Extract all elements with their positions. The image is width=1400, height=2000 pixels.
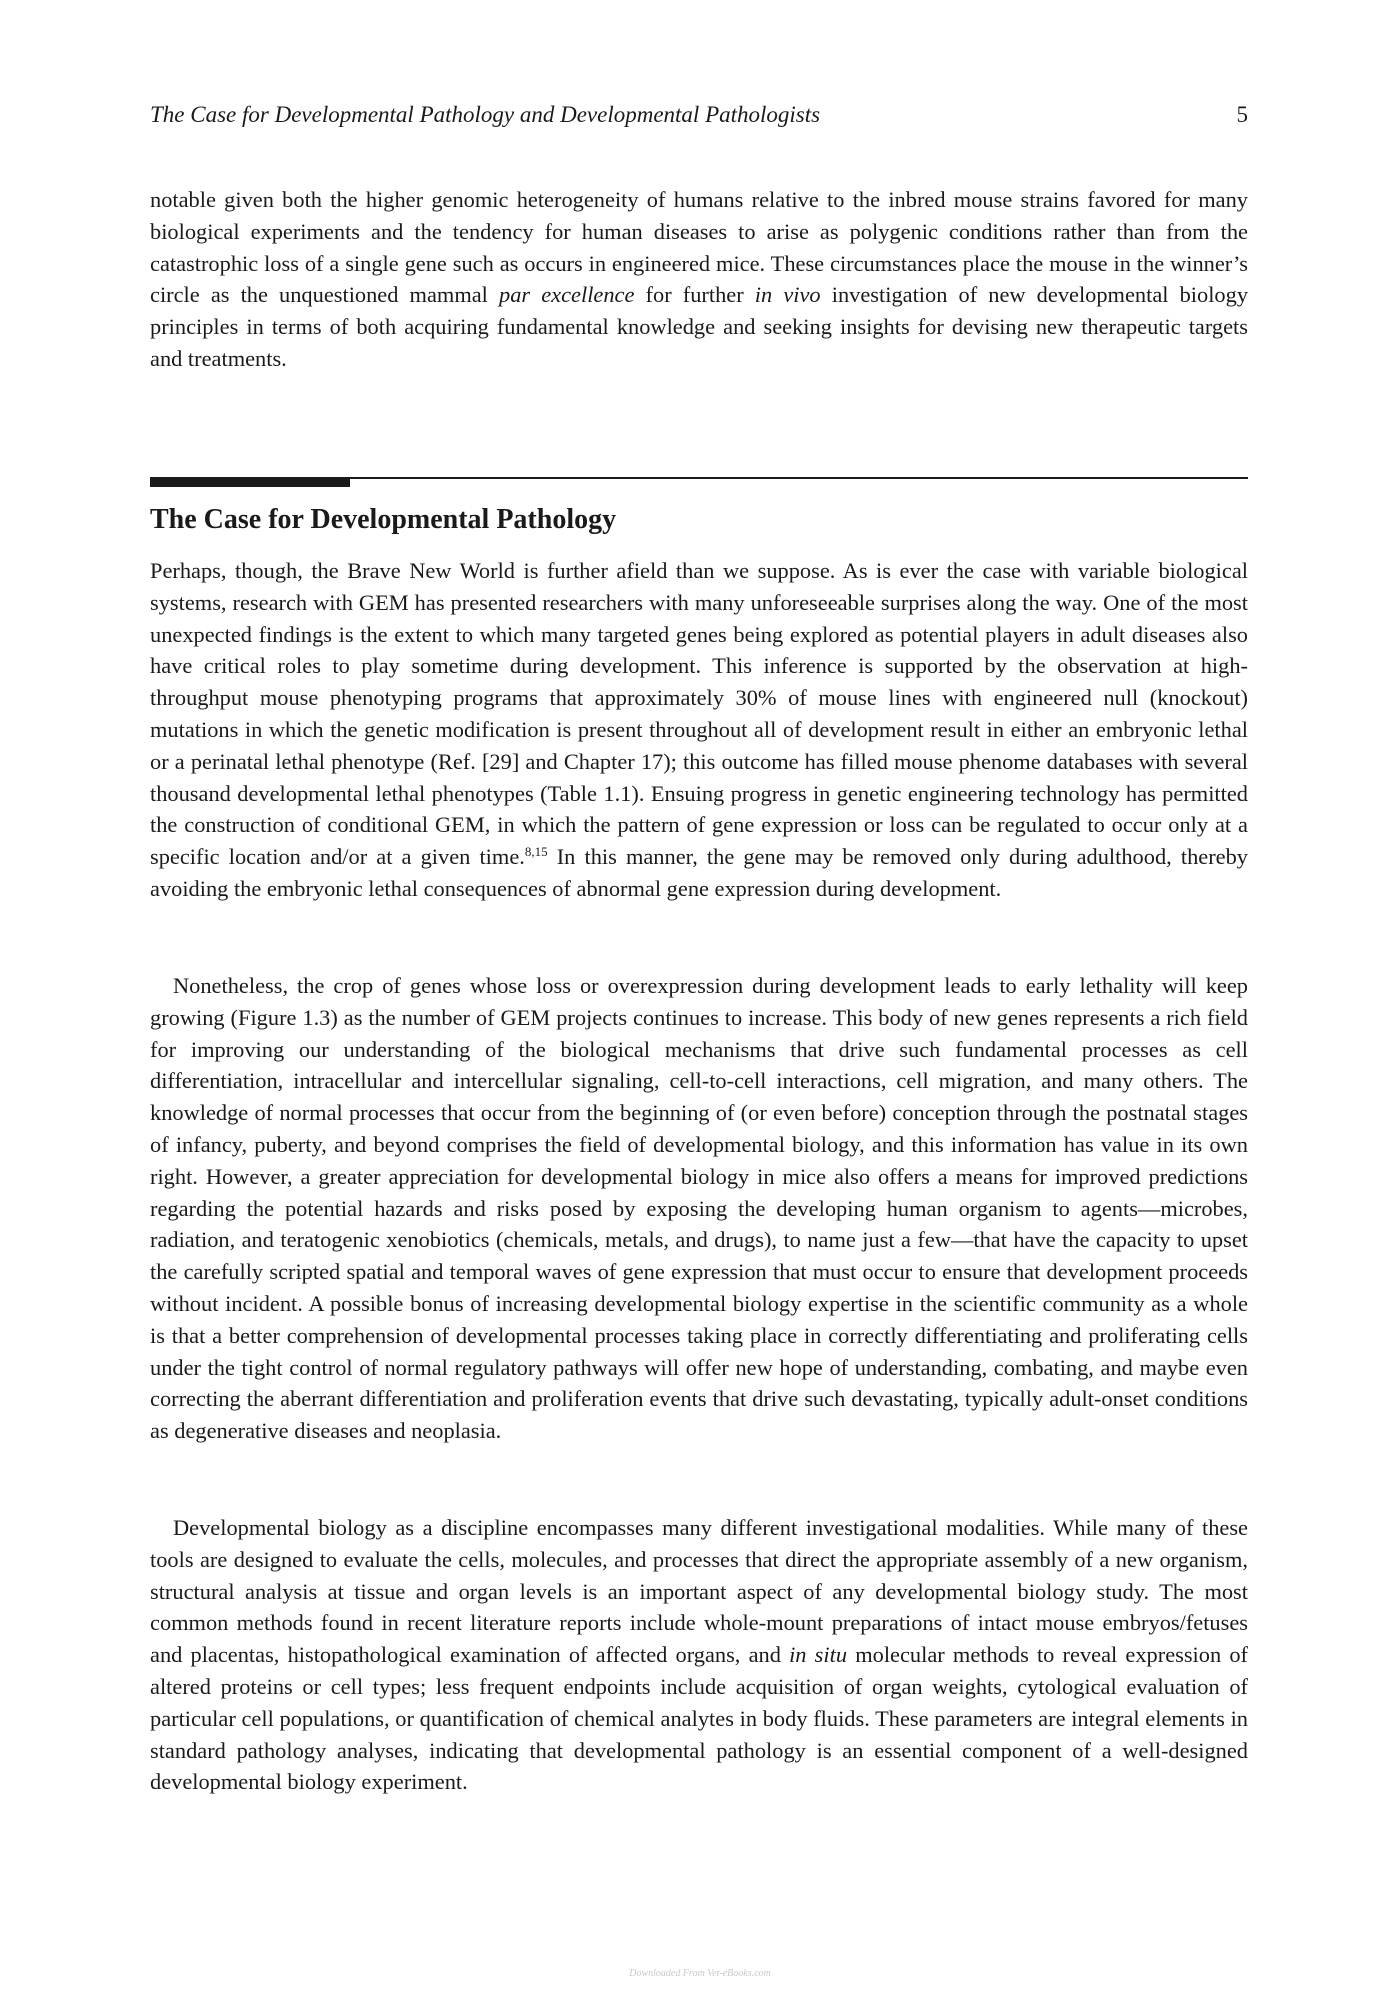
section-paragraph-2: Nonetheless, the crop of genes whose loss or overexpression during development leads to early lethality will keep growing (Figure 1.3) as the number of GEM projects continues to increase. This body of new genes represents a rich field for improving our understanding of the biological mechanisms that drive such fundamental processes as cell differentiation, intracellular and intercellular signaling, cell-to-cell interactions, cell migration, and many others. The knowledge of normal processes that occur from the beginning of (or even before) conception through the postnatal stages of infancy, puberty, and beyond comprises the field of developmental biology, and this information has value in its own right. However, a greater appreciation for developmental biology in mice also offers a means for improved predictions regarding the potential hazards and risks posed by exposing the developing human organism to agents—microbes, radiation, and teratogenic xenobiotics (chemicals, metals, and drugs), to name just a few—that have the capacity to upset the carefully scripted spatial and temporal waves of gene expression that must occur to ensure that development proceeds without incident. A possible bonus of increasing developmental biology expertise in the scientific community as a whole is that a better comprehension of developmental processes taking place in correctly differentiating and proliferating cells under the tight control of normal regulatory pathways will offer new hope of understanding, combating, and maybe even correcting the aberrant differentiation and proliferation events that drive such devastating, typically adult-onset conditions as degenerative diseases and neoplasia. [150, 973, 1248, 1444]
section-heading: The Case for Developmental Pathology [150, 504, 617, 535]
intro-paragraph [150, 184, 1248, 375]
intro-text-3: investigation of new developmental biology principles in terms of both acquiring fundamental knowledge and seeking insights for devising new therapeutic targets and treatments. [150, 282, 1249, 371]
paragraph-3-text-a: Developmental biology as a discipline encompasses many different investigational modalities. While many of these tools are designed to evaluate the cells, molecules, and processes that direct the appropriate assembly of a new organism, structural analysis at tissue and organ levels is an important aspect of any developmental biology study. The most common methods found in recent literature reports include whole-mount preparations of intact mouse embryos/fetuses and placentas, histopathological examination of affected organs, and [150, 1515, 1248, 1668]
running-head [150, 98, 1248, 132]
running-title: The Case for Developmental Pathology and Developmental Pathologists [150, 102, 821, 127]
download-watermark: Downloaded From Vet-eBooks.com [629, 1968, 771, 1979]
section-rule-thick [150, 477, 350, 487]
intro-italic-in-vivo: in vivo [754, 282, 821, 308]
section-paragraph-3 [150, 1512, 1248, 1798]
paragraph-1-text-a: Perhaps, though, the Brave New World is further afield than we suppose. As is ever the case with variable biological systems, research with GEM has presented researchers with many unforeseeable surprises along the way. One of the most unexpected findings is the extent to which many targeted genes being explored as potential players in adult diseases also have critical roles to play sometime during development. This inference is supported by the observation at high-throughput mouse phenotyping programs that approximately 30% of mouse lines with engineered null (knockout) mutations in which the genetic modification is present throughout all of development result in either an embryonic lethal or a perinatal lethal phenotype (Ref. [29] and Chapter 17); this outcome has filled mouse phenome databases with several thousand developmental lethal phenotypes (Table 1.1). Ensuing progress in genetic engineering technology has permitted the construction of conditional GEM, in which the pattern of gene expression or loss can be regulated to occur only at a specific location and/or at a given time. [150, 558, 1248, 870]
paragraph-3-italic-in-situ: in situ [789, 1642, 848, 1668]
intro-text-1: notable given both the higher genomic heterogeneity of humans relative to the inbred mouse strains favored for many biological experiments and the tendency for human diseases to arise as polygenic conditions rather than from the catastrophic loss of a single gene such as occurs in engineered mice. These circumstances place the mouse in the winner’s circle as the unquestioned mammal [150, 187, 1248, 308]
intro-italic-par-excellence: par excellence [499, 282, 635, 308]
citation-superscript: 8,15 [524, 844, 548, 860]
section-paragraph-1 [150, 555, 1248, 905]
page-number: 5 [1236, 102, 1248, 127]
paragraph-1-text-b: In this manner, the gene may be removed only during adulthood, thereby avoiding the embryonic lethal consequences of abnormal gene expression during development. [150, 844, 1248, 901]
intro-text-2: for further [634, 282, 755, 308]
paragraph-3-text-b: molecular methods to reveal expression of altered proteins or cell types; less frequent endpoints include acquisition of organ weights, cytological evaluation of particular cell populations, or quantification of chemical analytes in body fluids. These parameters are integral elements in standard pathology analyses, indicating that developmental pathology is an essential component of a well-designed developmental biology experiment. [150, 1642, 1248, 1795]
